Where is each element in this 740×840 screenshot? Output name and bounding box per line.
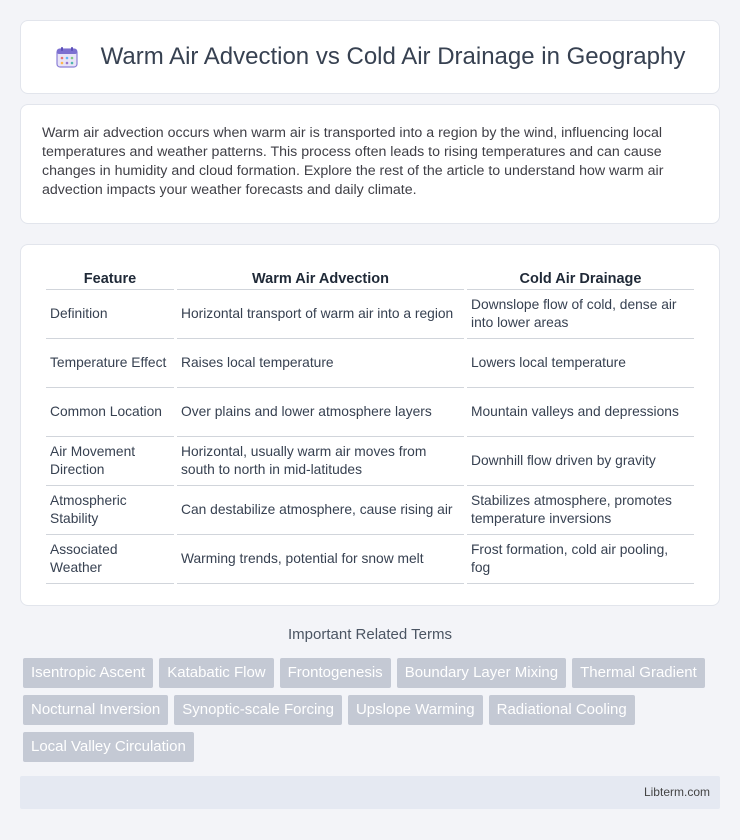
warm-cell: Warming trends, potential for snow melt: [177, 535, 464, 584]
table-row: [46, 388, 694, 437]
intro-card: [20, 104, 720, 224]
comparison-table: [43, 265, 697, 584]
cold-cell: Frost formation, cold air pooling, fog: [467, 535, 694, 584]
tag-boundary-layer-mixing[interactable]: Boundary Layer Mixing: [397, 658, 566, 688]
footer: [20, 776, 720, 809]
tag-katabatic-flow[interactable]: Katabatic Flow: [159, 658, 273, 688]
feature-cell: Temperature Effect: [46, 339, 174, 388]
header-feature: Feature: [46, 265, 174, 290]
page-title: Warm Air Advection vs Cold Air Drainage in Geography: [100, 43, 686, 70]
comparison-table-card: [20, 244, 720, 606]
warm-cell: Can destabilize atmosphere, cause rising air: [177, 486, 464, 535]
cold-cell: Mountain valleys and depressions: [467, 388, 694, 437]
feature-cell: Common Location: [46, 388, 174, 437]
cold-cell: Stabilizes atmosphere, promotes temperature inversions: [467, 486, 694, 535]
header-warm-air-advection: Warm Air Advection: [177, 265, 464, 290]
tag-synoptic-scale-forcing[interactable]: Synoptic-scale Forcing: [174, 695, 342, 725]
tag-local-valley-circulation[interactable]: Local Valley Circulation: [23, 732, 194, 762]
warm-cell: Horizontal transport of warm air into a region: [177, 290, 464, 339]
warm-cell: Horizontal, usually warm air moves from south to north in mid-latitudes: [177, 437, 464, 486]
table-row: [46, 535, 694, 584]
tag-nocturnal-inversion[interactable]: Nocturnal Inversion: [23, 695, 168, 725]
related-terms-title: Important Related Terms: [288, 626, 452, 643]
tag-radiational-cooling[interactable]: Radiational Cooling: [489, 695, 635, 725]
warm-cell: Raises local temperature: [177, 339, 464, 388]
cold-cell: Lowers local temperature: [467, 339, 694, 388]
warm-cell: Over plains and lower atmosphere layers: [177, 388, 464, 437]
feature-cell: Atmospheric Stability: [46, 486, 174, 535]
intro-text: Warm air advection occurs when warm air is transported into a region by the wind, influencing local temperatures and weather patterns. This process often leads to rising temperatures and can cause changes in humidity and cloud formation. Explore the rest of the article to understand how warm air advection impacts your weather forecasts and daily climate.: [42, 125, 664, 198]
tag-thermal-gradient[interactable]: Thermal Gradient: [572, 658, 705, 688]
cold-cell: Downhill flow driven by gravity: [467, 437, 694, 486]
feature-cell: Associated Weather: [46, 535, 174, 584]
feature-cell: Definition: [46, 290, 174, 339]
calendar-icon: [55, 45, 79, 69]
table-row: [46, 339, 694, 388]
feature-cell: Air Movement Direction: [46, 437, 174, 486]
related-terms-list: [23, 658, 713, 762]
table-header-row: [46, 265, 694, 290]
table-row: [46, 290, 694, 339]
table-row: [46, 486, 694, 535]
cold-cell: Downslope flow of cold, dense air into lower areas: [467, 290, 694, 339]
footer-site-link[interactable]: Libterm.com: [643, 785, 710, 799]
header-cold-air-drainage: Cold Air Drainage: [467, 265, 694, 290]
title-card: [20, 20, 720, 94]
tag-isentropic-ascent[interactable]: Isentropic Ascent: [23, 658, 153, 688]
tag-frontogenesis[interactable]: Frontogenesis: [280, 658, 391, 688]
tag-upslope-warming[interactable]: Upslope Warming: [348, 695, 483, 725]
table-row: [46, 437, 694, 486]
